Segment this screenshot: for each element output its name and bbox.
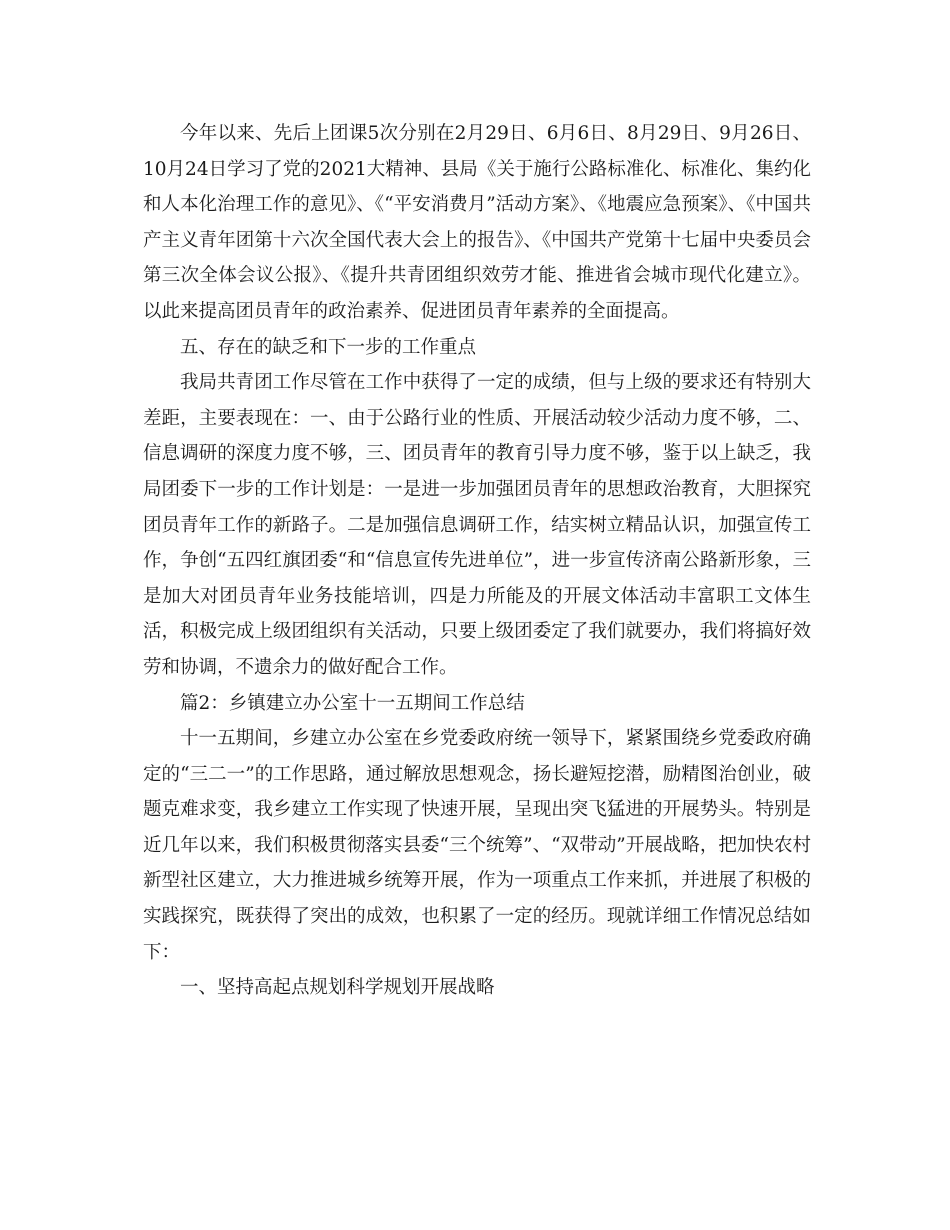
document-body — [143, 116, 811, 1006]
section-heading-shortcomings: 五、存在的缺乏和下一步的工作重点 — [180, 336, 477, 358]
paragraph-township-summary: 十一五期间，乡建立办公室在乡党委政府统一领导下，紧紧围绕乡党委政府确定的“三二一”的工作思路，通过解放思想观念，扬长避短挖潜，励精图治创业，破题克难求变，我乡建立工作实现了快速开展，呈现出突飞猛进的开展势头。特别是近几年以来，我们积极贯彻落实县委“三个统筹”、“双带动”开展战略，把加快农村新型社区建立，大力推进城乡统筹开展，作为一项重点工作来抓，并进展了积极的实践探究，既获得了突出的成效，也积累了一定的经历。现就详细工作情况总结如下： — [143, 728, 811, 963]
article-title-township-office: 篇2：乡镇建立办公室十一五期间工作总结 — [180, 692, 525, 714]
paragraph-study-sessions: 今年以来、先后上团课5次分别在2月29日、6月6日、8月29日、9月26日、10月24日学习了党的2021大精神、县局《关于施行公路标准化、标准化、集约化和人本化治理工作的意见》、《“平安消费月”活动方案》、《地震应急预案》、《中国共产主义青年团第十六次全国代表大会上的报告》、《中国共产党第十七届中央委员会第三次全体会议公报》、《提升共青团组织效劳才能、推进省会城市现代化建立》。以此来提高团员青年的政治素养、促进团员青年素养的全面提高。 — [143, 123, 811, 322]
section-heading-planning: 一、坚持高起点规划科学规划开展战略 — [180, 977, 495, 999]
paragraph-shortcomings-plan: 我局共青团工作尽管在工作中获得了一定的成绩，但与上级的要求还有特别大差距，主要表现在：一、由于公路行业的性质、开展活动较少活动力度不够，二、信息调研的深度力度不够，三、团员青年的教育引导力度不够，鉴于以上缺乏，我局团委下一步的工作计划是：一是进一步加强团员青年的思想政治教育，大胆探究团员青年工作的新路子。二是加强信息调研工作，结实树立精品认识，加强宣传工作，争创“五四红旗团委“和“信息宣传先进单位”，进一步宣传济南公路新形象，三是加大对团员青年业务技能培训，四是力所能及的开展文体活动丰富职工文体生活，积极完成上级团组织有关活动，只要上级团委定了我们就要办，我们将搞好效劳和协调，不遗余力的做好配合工作。 — [143, 372, 811, 678]
